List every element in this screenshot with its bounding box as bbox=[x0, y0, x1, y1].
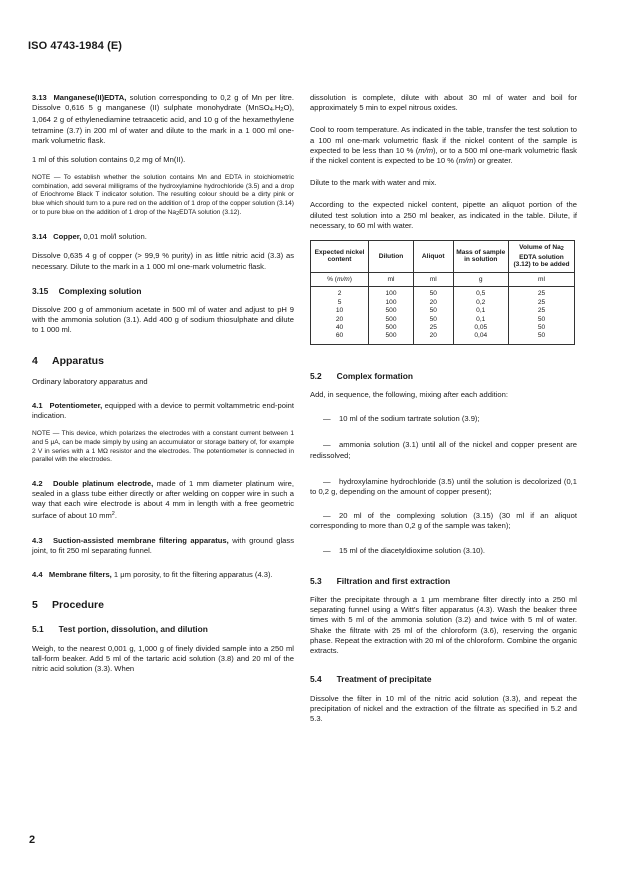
section-5-heading: 5 Procedure bbox=[32, 599, 104, 612]
section-5-4-heading: 5.4 Treatment of precipitate bbox=[310, 674, 432, 685]
table-row: 5 100 20 0,2 25 bbox=[311, 299, 575, 307]
table-row: 10 500 50 0,1 25 bbox=[311, 307, 575, 315]
list-item: — 20 ml of the complexing solution (3.15) (30 ml if an aliquot corresponding to more than 0,2 g of the sample was taken); bbox=[310, 511, 577, 531]
header-volume-edta: Volume of Na2 EDTA solution (3.12) to be added bbox=[508, 241, 574, 273]
page-number: 2 bbox=[29, 834, 36, 846]
table-header-row bbox=[311, 241, 575, 273]
section-4-2: 4.2 Double platinum electrode, made of 1 mm diameter platinum wire, sealed in a glass tube either directly or after welding on copper wire in such a way that each wire electrode is about 4 mm in length with a free geometric surface of about 10 $mm^2$. bbox=[32, 478, 294, 521]
section-5-2-intro: Add, in sequence, the following, mixing after each addition: bbox=[310, 390, 508, 400]
section-5-1-heading: 5.1 Test portion, dissolution, and dilution bbox=[32, 624, 208, 635]
list-item: — 10 ml of the sodium tartrate solution (3.9); bbox=[323, 414, 480, 424]
section-3-14: 3.14 Copper, 0,01 mol/l solution. bbox=[32, 232, 147, 242]
section-4-4: 4.4 Membrane filters, 1 μm porosity, to fit the filtering apparatus (4.3). bbox=[32, 570, 273, 580]
dilution-instructions: Cool to room temperature. As indicated in the table, transfer the test solution to a 100 ml one-mark volumetric flask if the nickel content of the sample is expected to be less than 10 % (m/m), or to a 500 ml one-mark volumetric flask if the nickel content is expected to be 10 % (m/m) or greater. bbox=[310, 125, 577, 166]
section-5-1-text: Weigh, to the nearest 0,001 g, 1,000 g of finely divided sample into a 250 ml tall-form beaker. Add 5 ml of the tartaric acid solution (3.8) and 20 ml of the nitric acid solution (3.3). When bbox=[32, 643, 294, 674]
section-4-3: 4.3 Suction-assisted membrane filtering apparatus, with ground glass joint, to fit 250 ml separating funnel. bbox=[32, 535, 294, 555]
right-column bbox=[310, 93, 577, 733]
table-row: 20 500 50 0,1 50 bbox=[311, 316, 575, 324]
section-5-3-text: Filter the precipitate through a 1 μm membrane filter directly into a 250 ml separating funnel using a Witt's filter apparatus (4.3). Wash the beaker three times with 5 ml of the ammonia solution (3.2) and twice with 5 ml of water. Shake the filtrate with 25 ml of the chloroform (3.6), reserving the organic phase. Repeat the extraction with 20 ml of the chloroform. Combine the organic extracts. bbox=[310, 595, 577, 656]
clause-number: 3.13 bbox=[32, 93, 47, 102]
unit-dilution: ml bbox=[369, 272, 414, 287]
table-row: 2 100 50 0,5 25 bbox=[311, 287, 575, 299]
section-3-14-text: Dissolve 0,635 4 g of copper (> 99,9 % purity) in as little nitric acid (3.3) as necessary. Dilute to the mark in a 1 000 ml one-mark volumetric flask. bbox=[32, 251, 294, 271]
header-expected-nickel: Expected nickel content bbox=[311, 241, 369, 273]
section-3-13: 3.13 Manganese(II)EDTA, solution corresponding to 0,2 g of Mn per litre. Dissolve 0,616 5 g manganese (II) sulphate monohydrate (MnSO4.H2O), 1,064 2 g of ethylenediamine tetraacetic acid, and 10 g of the hexamethylene tetramine (3.7) in 200 ml of water and dilute to the mark in a 1 000 ml one-mark volumetric flask. bbox=[32, 93, 294, 145]
section-4-text: Ordinary laboratory apparatus and bbox=[32, 376, 148, 386]
section-4-1-note: NOTE — This device, which polarizes the electrodes with a constant current between 1 and 5 μA, can be made simply by using an accumulator or storage battery of, for example 2 V in series with a 1 MΩ resistor and the electrodes. The potentiometer is connected in parallel with the electrodes. bbox=[32, 430, 294, 464]
section-5-1-continued: dissolution is complete, dilute with about 30 ml of water and boil for approximately 5 min to expel nitrous oxides. bbox=[310, 93, 577, 113]
list-item: — 15 ml of the diacetyldioxime solution (3.10). bbox=[323, 545, 486, 555]
section-3-15-text: Dissolve 200 g of ammonium acetate in 500 ml of water and adjust to pH 9 with the ammonia solution (3.1). Add 400 g of sodium thiosulphate and dilute to 1 000 ml. bbox=[32, 305, 294, 335]
list-item: — hydroxylamine hydrochloride (3.5) until the solution is decolorized (0,1 to 0,2 g, depending on the amount of copper present); bbox=[310, 476, 577, 497]
unit-volume: ml bbox=[508, 272, 574, 287]
header-dilution: Dilution bbox=[369, 241, 414, 273]
section-5-2-heading: 5.2 Complex formation bbox=[310, 370, 413, 381]
header-aliquot: Aliquot bbox=[413, 241, 453, 273]
table-units-row bbox=[311, 272, 575, 287]
page-header-title: ISO 4743-1984 (E) bbox=[28, 40, 123, 52]
left-column bbox=[32, 93, 294, 683]
dilute-to-mark-text: Dilute to the mark with water and mix. bbox=[310, 178, 437, 188]
clause-lead: Manganese(II)EDTA, bbox=[53, 93, 127, 102]
table-row: 60 500 20 0,04 50 bbox=[311, 332, 575, 344]
header-mass-of-sample: Mass of sample in solution bbox=[453, 241, 508, 273]
section-5-3-heading: 5.3 Filtration and first extraction bbox=[310, 575, 451, 586]
section-3-15-heading: 3.15 Complexing solution bbox=[32, 285, 142, 296]
section-3-13-concentration: 1 ml of this solution contains 0,2 mg of Mn(II). bbox=[32, 155, 186, 165]
section-3-13-note: NOTE — To establish whether the solution contains Mn and EDTA in stoichiometric combination, add several milligrams of the hydroxylamine hydrochloride (3.5) and a drop of Eriochrome Black T indicator solution. The resulting colour should be a dirty pink or blue which should turn to a pure red on the addition of 1 drop of the copper solution (3.14) or to pure blue on the addition of 1 drop of the Na2EDTA solution (3.12). bbox=[32, 174, 294, 217]
nickel-content-table bbox=[310, 240, 575, 345]
section-4-1: 4.1 Potentiometer, equipped with a device to permit voltammetric end-point indication. bbox=[32, 401, 294, 421]
table-row: 40 500 25 0,05 50 bbox=[311, 324, 575, 332]
list-item: — ammonia solution (3.1) until all of the nickel and copper present are redissolved; bbox=[310, 440, 577, 460]
section-5-4-text: Dissolve the filter in 10 ml of the nitric acid solution (3.3), and repeat the precipitation of nickel and the extraction of the filtrate as specified in 5.2 and 5.3. bbox=[310, 693, 577, 723]
section-4-heading: 4 Apparatus bbox=[32, 354, 104, 367]
aliquot-instructions: According to the expected nickel content, pipette an aliquot portion of the diluted test solution into a 250 ml beaker, as indicated in the table. Dilute, if necessary, to 60 ml with water. bbox=[310, 200, 577, 230]
unit-aliquot: ml bbox=[413, 272, 453, 287]
unit-percent: % (m/m) bbox=[311, 272, 369, 287]
unit-mass: g bbox=[453, 272, 508, 287]
